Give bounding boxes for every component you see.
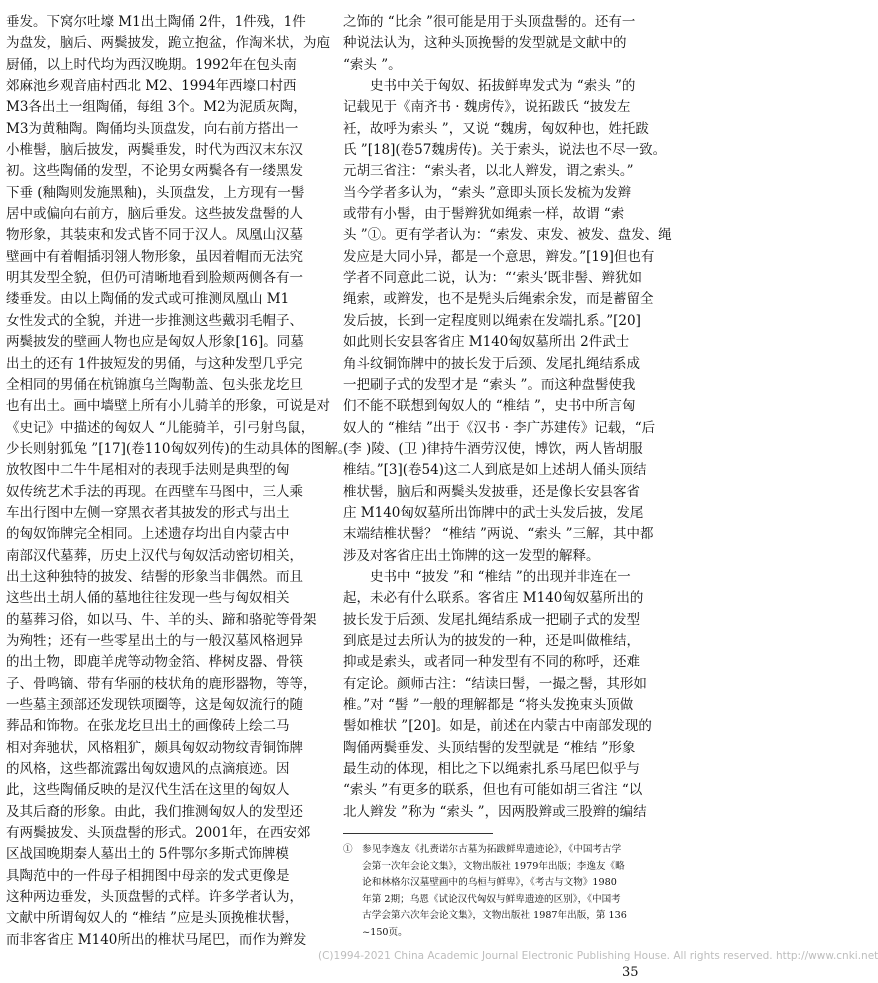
body-text-line: 壁画中有着帽插羽翎人物形象，虽因着帽而无法究 xyxy=(6,248,303,265)
body-text-line: 最生动的体现，相比之下以绳索扎系马尾巴似乎与 xyxy=(343,761,640,778)
body-text-line: 绳索，或辫发，也不是髡头后绳索余发，而是蓄留全 xyxy=(343,291,654,308)
body-text-line: 的风格，这些都流露出匈奴遗风的点滴痕迹。因 xyxy=(6,761,290,778)
body-text-line: 有两鬓披发、头顶盘髻的形式。2001年，在西安郊 xyxy=(6,825,311,842)
left-text-column xyxy=(6,12,352,951)
body-text-line: 庄 M140匈奴墓所出饰牌中的武士头发后披，发尾 xyxy=(343,504,644,521)
footnote-line: 论和林格尔汉墓壁画中的乌桓与鲜卑》，《考古与文物》1980 xyxy=(343,877,617,888)
body-text-line: 及其后裔的形象。由此，我们推测匈奴人的发型还 xyxy=(6,803,303,820)
body-text-line: 两鬓披发的壁画人物也应是匈奴人形象[16]。同墓 xyxy=(6,334,304,351)
body-text-line: 的出土物，即鹿羊虎等动物金箔、桦树皮器、骨筷 xyxy=(6,654,303,671)
body-text-line: 郊麻池乡观音庙村西北 M2、1994年西壕口村西 xyxy=(6,78,297,95)
body-text-line: 史书中 “披发 ”和 “椎结 ”的出现并非连在一 xyxy=(343,568,631,585)
body-text-line: 北人辫发 ”称为 “索头 ”，因两股辫或三股辫的编结 xyxy=(343,803,647,820)
body-text-line: 明其发型全貌，但仍可清晰地看到脸颊两侧各有一 xyxy=(6,270,303,287)
body-text-line: 披长发于后颈、发尾扎绳结系成一把刷子式的发型 xyxy=(343,611,640,628)
body-text-line: 小椎髻，脑后披发，两鬓垂发，时代为西汉末东汉 xyxy=(6,142,303,159)
copyright-watermark: (C)1994-2021 China Academic Journal Electronic Publishing House. All rights reserved. http://www.cnki.net xyxy=(318,950,878,962)
body-text-line: 一把刷子式的发型才是 “索头 ”。而这种盘髻使我 xyxy=(343,376,636,393)
body-text-line: 氏 ”[18](卷57魏虏传)。关于索头，说法也不尽一致。 xyxy=(343,142,667,159)
right-text-column xyxy=(343,12,672,823)
body-text-line: 的匈奴饰牌完全相同。上述遗存均出自内蒙古中 xyxy=(6,526,290,543)
body-text-line: 也有出土。画中墙壁上所有小儿骑羊的形象，可说是对 xyxy=(6,398,330,415)
page-number: 35 xyxy=(622,965,639,980)
body-text-line: (李 )陵、(卫 )律持牛酒劳汉使，博饮，两人皆胡服 xyxy=(343,440,643,457)
body-text-line: 涉及对客省庄出土饰牌的这一发型的解释。 xyxy=(343,547,600,564)
body-text-line: 初。这些陶俑的发型，不论男女两鬓各有一缕黑发 xyxy=(6,163,303,180)
body-text-line: 全相同的男俑在杭锦旗乌兰陶勒盖、包头张龙圪旦 xyxy=(6,376,303,393)
body-text-line: 出土的还有 1件披短发的男俑，与这种发型几乎完 xyxy=(6,355,303,372)
body-text-line: 少长则射狐兔 ”[17](卷110匈奴列传)的生动具体的图解。 xyxy=(6,440,352,457)
body-text-line: 缕垂发。由以上陶俑的发式或可推测凤凰山 M1 xyxy=(6,291,290,308)
body-text-line: 居中或偏向右前方，脑后垂发。这些披发盘髻的人 xyxy=(6,206,303,223)
body-text-line: 这些出土胡人俑的墓地往往发现一些与匈奴相关 xyxy=(6,590,290,607)
body-text-line: 有定论。颜师古注：“结读曰髻，一撮之髻，其形如 xyxy=(343,675,647,692)
body-text-line: 种说法认为，这种头顶挽髻的发型就是文献中的 xyxy=(343,35,627,52)
body-text-line: 下垂 (釉陶则发施黑釉)，头顶盘发，上方现有一髻 xyxy=(6,184,305,201)
body-text-line: 子、骨鸣镝、带有华丽的枝状角的鹿形器物，等等， xyxy=(6,675,317,692)
body-text-line: 物形象，其装束和发式皆不同于汉人。凤凰山汉墓 xyxy=(6,227,303,244)
body-text-line: 头 ”①。更有学者认为：“索发、束发、被发、盘发、绳 xyxy=(343,227,672,244)
body-text-line: 一些墓主颈部还发现铁项圈等，这是匈奴流行的随 xyxy=(6,697,303,713)
body-text-line: 区战国晚期秦人墓出土的 5件鄂尔多斯式饰牌模 xyxy=(6,846,289,863)
footnote-line: 年第 2期；乌恩《试论汉代匈奴与鲜卑遗迹的区别》，《中国考 xyxy=(343,893,621,905)
body-text-line: M3各出土一组陶俑，每组 3个。M2为泥质灰陶， xyxy=(6,99,307,116)
body-text-line: 到底是过去所认为的披发的一种，还是叫做椎结， xyxy=(343,632,640,649)
footnote xyxy=(343,842,659,941)
body-text-line: 此，这些陶俑反映的是汉代生活在这里的匈奴人 xyxy=(6,782,290,799)
body-text-line: 椎。”对 “髻 ”一般的理解都是 “将头发挽束头顶做 xyxy=(343,697,634,713)
body-text-line: 当今学者多认为，“索头 ”意即头顶长发梳为发辫 xyxy=(343,184,632,201)
body-text-line: 末端结椎状髻？ “椎结 ”两说、“索头 ”三解，其中都 xyxy=(343,526,654,543)
body-text-line: 这种两边垂发，头顶盘髻的式样。许多学者认为， xyxy=(6,889,303,906)
body-text-line: 出土这种独特的披发、结髻的形象当非偶然。而且 xyxy=(6,568,303,585)
body-text-line: 元胡三省注：“索头者，以北人辫发，谓之索头。” xyxy=(343,163,634,180)
body-text-line: 椎状髻，脑后和两鬓头发披垂，还是像长安县客省 xyxy=(343,483,640,500)
body-text-line: 相对奔驰状，风格粗犷，颇具匈奴动物纹青铜饰牌 xyxy=(6,739,303,756)
body-text-line: 椎结。”[3](卷54)这二人到底是如上述胡人俑头顶结 xyxy=(343,462,647,479)
body-text-line: 陶俑两鬓垂发、头顶结髻的发型就是 “椎结 ”形象 xyxy=(343,739,636,756)
footnote-divider xyxy=(343,833,493,834)
body-text-line: 为殉牲；还有一些零星出土的与一般汉墓风格迥异 xyxy=(6,632,303,649)
body-text-line: 《史记》中描述的匈奴人 “儿能骑羊，引弓射鸟鼠， xyxy=(6,419,315,436)
body-text-line: 衽，故呼为索头 ”，又说 “魏虏，匈奴种也，姓托跋 xyxy=(343,120,649,137)
body-text-line: 或带有小髻，由于髻辫犹如绳索一样，故谓 “索 xyxy=(343,206,625,223)
body-text-line: 而非客省庄 M140所出的椎状马尾巴，而作为辫发 xyxy=(6,931,307,948)
body-text-line: 奴人的 “椎结 ”出于《汉书 · 李广苏建传》记载，“后 xyxy=(343,419,656,436)
footnote-line: 会第一次年会论文集》，文物出版社 1979年出版；李逸友《略 xyxy=(343,860,625,872)
body-text-line: 发应是大同小异，都是一个意思，辫发。”[19]但也有 xyxy=(343,248,655,265)
body-text-line: 的墓葬习俗，如以马、牛、羊的头、蹄和骆驼等骨架 xyxy=(6,611,317,628)
body-text-line: 车出行图中左侧一穿黑衣者其披发的形式与出土 xyxy=(6,504,290,521)
body-text-line: “索头 ”。 xyxy=(343,56,402,73)
footnote-line: ① 参见李逸友《扎赉诺尔古墓为拓跋鲜卑遗迹论》，《中国考古学 xyxy=(343,844,622,855)
body-text-line: “索头 ”有更多的联系，但也有可能如胡三省注 “以 xyxy=(343,782,643,799)
body-text-line: 放牧图中二牛牛尾相对的表现手法则是典型的匈 xyxy=(6,462,290,479)
body-text-line: 髻如椎状 ”[20]。如是，前述在内蒙古中南部发现的 xyxy=(343,718,652,735)
footnote-line: ~150页。 xyxy=(343,926,408,938)
body-text-line: 之饰的 “比余 ”很可能是用于头顶盘髻的。还有一 xyxy=(343,14,636,30)
body-text-line: 抑或是索头，或者同一种发型有不同的称呼，还难 xyxy=(343,654,640,671)
body-text-line: 葬品和饰物。在张龙圪旦出土的画像砖上绘二马 xyxy=(6,718,290,735)
body-text-line: 为盘发，脑后、两鬓披发，跪立抱盆，作淘米状，为庖 xyxy=(6,35,330,52)
body-text-line: 文献中所谓匈奴人的 “椎结 ”应是头顶挽椎状髻， xyxy=(6,910,299,927)
body-text-line: 学者不同意此二说，认为：“‘索头’既非髻、辫犹如 xyxy=(343,270,642,287)
body-text-line: 起，未必有什么联系。客省庄 M140匈奴墓所出的 xyxy=(343,590,644,607)
body-text-line: 角斗纹铜饰牌中的披长发于后颈、发尾扎绳结系成 xyxy=(343,355,640,372)
body-text-line: M3为黄釉陶。陶俑均头顶盘发，向右前方搭出一 xyxy=(6,120,299,137)
body-text-line: 们不能不联想到匈奴人的 “椎结 ”，史书中所言匈 xyxy=(343,398,636,415)
body-text-line: 发后披，长到一定程度则以绳索在发端扎系。”[20] xyxy=(343,312,641,329)
body-text-line: 奴传统艺术手法的再现。在西壁车马图中，三人乘 xyxy=(6,483,303,500)
body-text-line: 如此则长安县客省庄 M140匈奴墓所出 2件武士 xyxy=(343,334,630,351)
body-text-line: 具陶范中的一件母子相拥图中母亲的发式更像是 xyxy=(6,867,290,884)
body-text-line: 记载见于《南齐书 · 魏虏传》，说拓跋氏 “披发左 xyxy=(343,99,631,116)
footnote-line: 古学会第六次年会论文集》，文物出版社 1987年出版，第 136 xyxy=(343,910,627,921)
body-text-line: 史书中关于匈奴、拓拔鲜卑发式为 “索头 ”的 xyxy=(343,78,636,95)
body-text-line: 南部汉代墓葬，历史上汉代与匈奴活动密切相关， xyxy=(6,547,303,564)
body-text-line: 女性发式的全貌，并进一步推测这些戴羽毛帽子、 xyxy=(6,312,303,329)
body-text-line: 厨俑，以上时代均为西汉晚期。1992年在包头南 xyxy=(6,56,297,73)
body-text-line: 垂发。下窝尔吐壕 M1出土陶俑 2件，1件残，1件 xyxy=(6,14,306,30)
